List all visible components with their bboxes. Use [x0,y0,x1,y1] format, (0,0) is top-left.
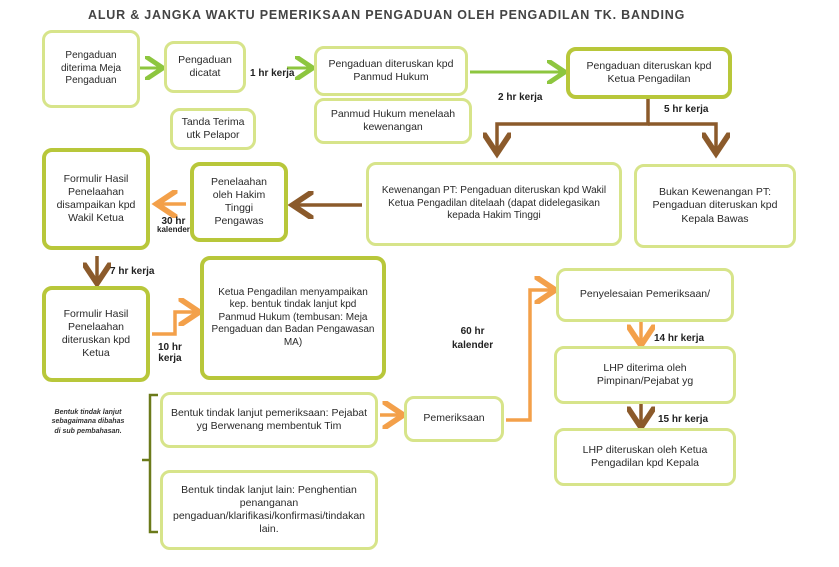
label-1-hr: 1 hr kerja [250,68,295,79]
box-diteruskan-panmud [314,46,468,96]
options-bracket [142,395,158,532]
box-panmud-menelaah [314,98,472,144]
box-text: Panmud Hukum menelaah kewenangan [330,107,456,133]
page-title: ALUR & JANGKA WAKTU PEMERIKSAAN PENGADUAN OLEH PENGADILAN TK. BANDING [88,8,686,22]
label-14-hr: 14 hr kerja [654,333,705,344]
box-text: Pengaduan diterima Meja Pengaduan [60,50,122,87]
box-penyelesaian [556,268,734,322]
box-bentuk-pemeriksaan [160,392,378,448]
box-kewenangan-pt [366,162,622,246]
box-text: Penelaahan oleh Hakim Tinggi Pengawas [210,175,268,228]
box-text: Bukan Kewenangan PT: Pengaduan diteruskan kpd Kepala Bawas [652,186,778,225]
label-5-hr: 5 hr kerja [664,104,709,115]
box-lhp-diterima [554,346,736,404]
box-tanda-terima [170,108,256,150]
box-text: Pengaduan diteruskan kpd Panmud Hukum [328,57,454,83]
arrow-ketua-branch [497,97,648,150]
box-lhp-diteruskan [554,428,736,486]
arrow-formulir-to-ketua [152,312,196,334]
label-10-hr-b: kerja [158,353,182,364]
box-text: Pengaduan dicatat [178,53,232,79]
arrow-pemeriksaan-to-penyelesaian [506,290,552,420]
box-text: Pemeriksaan [423,412,485,425]
box-text: Bentuk tindak lanjut pemeriksaan: Pejabat yg Berwenang membentuk Tim [170,406,368,432]
label-60-hr-b: kalender [452,340,494,351]
box-text: Tanda Terima utk Pelapor [181,115,245,141]
label-60-hr [452,326,493,351]
box-text: Formulir Hasil Penelaahan diteruskan kpd Ketua [61,307,131,360]
box-text: LHP diteruskan oleh Ketua Pengadilan kpd Kepala [582,443,708,469]
box-bentuk-lain [160,470,378,550]
arrow-ketua-to-bukan [648,124,716,150]
box-ketua-menyampaikan [200,256,386,380]
label-30-hr-b: kalender [157,225,190,234]
label-10-hr-a: 10 hr [158,342,182,353]
box-text: Ketua Pengadilan menyampaikan kep. bentuk tindak lanjut kpd Panmud Hukum (tembusan: Meja Pengaduan dan Badan Pengawasan MA) [211,286,375,348]
box-pengaduan-dicatat [164,41,246,93]
label-30-hr [157,216,190,234]
box-pemeriksaan [404,396,504,442]
note-bentuk-tindak-lanjut: Bentuk tindak lanjut sebagaimana dibahas di sub pembahasan. [51,409,125,435]
label-2-hr: 2 hr kerja [498,92,543,103]
label-30-hr-a: 30 hr [161,216,186,227]
label-7-hr: 7 hr kerja [110,266,155,277]
box-penelaahan-hakim [190,162,288,242]
box-formulir-wakil [42,148,150,250]
label-10-hr [158,342,182,364]
box-text: Bentuk tindak lanjut lain: Penghentian penanganan pengaduan/klarifikasi/konfirmasi/tindakan lain. [172,483,366,536]
box-formulir-ketua [42,286,150,382]
label-60-hr-a: 60 hr [460,326,485,337]
box-text: Kewenangan PT: Pengaduan diteruskan kpd Wakil Ketua Pengadilan ditelaah (dapat didelegasikan kepada Hakim Tinggi [381,185,607,222]
box-diteruskan-ketua [566,47,732,99]
label-15-hr: 15 hr kerja [658,414,709,425]
box-text: Formulir Hasil Penelaahan disampaikan kpd Wakil Ketua [56,172,136,225]
box-text: LHP diterima oleh Pimpinan/Pejabat yg [596,361,694,387]
box-text: Pengaduan diteruskan kpd Ketua Pengadilan [586,59,712,85]
box-text: Penyelesaian Pemeriksaan/ [579,288,711,301]
box-bukan-kewenangan [634,164,796,248]
box-pengaduan-diterima [42,30,140,108]
